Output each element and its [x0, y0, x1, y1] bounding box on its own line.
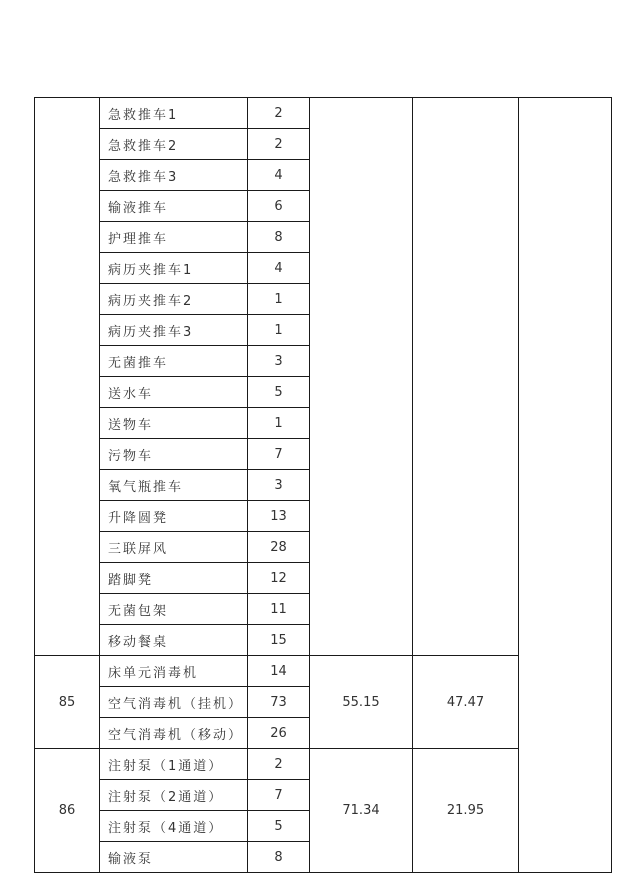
item-qty-cell: 1 — [248, 284, 310, 315]
item-name-cell: 注射泵（4通道） — [100, 811, 248, 842]
item-qty-cell: 26 — [248, 718, 310, 749]
item-name-cell: 三联屏风 — [100, 532, 248, 563]
item-name-cell: 污物车 — [100, 439, 248, 470]
item-name-cell: 送水车 — [100, 377, 248, 408]
item-name-cell: 送物车 — [100, 408, 248, 439]
group-index-cell: 86 — [35, 749, 100, 873]
item-qty-cell: 11 — [248, 594, 310, 625]
item-qty-cell: 28 — [248, 532, 310, 563]
item-name-cell: 输液泵 — [100, 842, 248, 873]
item-name-cell: 空气消毒机（移动） — [100, 718, 248, 749]
item-name-cell: 空气消毒机（挂机） — [100, 687, 248, 718]
item-name-cell: 床单元消毒机 — [100, 656, 248, 687]
item-name-cell: 注射泵（1通道） — [100, 749, 248, 780]
item-qty-cell: 3 — [248, 470, 310, 501]
item-qty-cell: 4 — [248, 160, 310, 191]
value-a-cell — [310, 98, 413, 656]
item-name-cell: 病历夹推车3 — [100, 315, 248, 346]
item-qty-cell: 13 — [248, 501, 310, 532]
item-qty-cell: 15 — [248, 625, 310, 656]
item-qty-cell: 3 — [248, 346, 310, 377]
item-qty-cell: 2 — [248, 98, 310, 129]
item-qty-cell: 2 — [248, 749, 310, 780]
value-a-cell: 71.34 — [310, 749, 413, 873]
item-qty-cell: 73 — [248, 687, 310, 718]
item-name-cell: 踏脚凳 — [100, 563, 248, 594]
item-name-cell: 注射泵（2通道） — [100, 780, 248, 811]
item-qty-cell: 5 — [248, 811, 310, 842]
item-name-cell: 急救推车2 — [100, 129, 248, 160]
group-index-cell — [35, 98, 100, 656]
item-name-cell: 移动餐桌 — [100, 625, 248, 656]
group-index-cell: 85 — [35, 656, 100, 749]
item-qty-cell: 5 — [248, 377, 310, 408]
item-qty-cell: 12 — [248, 563, 310, 594]
item-qty-cell: 8 — [248, 222, 310, 253]
value-b-cell: 21.95 — [413, 749, 519, 873]
item-name-cell: 护理推车 — [100, 222, 248, 253]
item-name-cell: 无菌推车 — [100, 346, 248, 377]
notes-cell — [519, 98, 612, 873]
item-name-cell: 病历夹推车1 — [100, 253, 248, 284]
item-name-cell: 急救推车1 — [100, 98, 248, 129]
item-qty-cell: 7 — [248, 780, 310, 811]
item-name-cell: 无菌包架 — [100, 594, 248, 625]
item-qty-cell: 6 — [248, 191, 310, 222]
item-qty-cell: 1 — [248, 315, 310, 346]
item-qty-cell: 1 — [248, 408, 310, 439]
item-name-cell: 输液推车 — [100, 191, 248, 222]
item-name-cell: 病历夹推车2 — [100, 284, 248, 315]
item-name-cell: 氧气瓶推车 — [100, 470, 248, 501]
table-row — [35, 98, 612, 129]
equipment-table — [34, 97, 612, 873]
item-qty-cell: 2 — [248, 129, 310, 160]
item-name-cell: 急救推车3 — [100, 160, 248, 191]
table-body — [35, 98, 612, 873]
value-b-cell: 47.47 — [413, 656, 519, 749]
value-b-cell — [413, 98, 519, 656]
item-qty-cell: 8 — [248, 842, 310, 873]
item-qty-cell: 14 — [248, 656, 310, 687]
item-qty-cell: 4 — [248, 253, 310, 284]
value-a-cell: 55.15 — [310, 656, 413, 749]
item-name-cell: 升降圆凳 — [100, 501, 248, 532]
item-qty-cell: 7 — [248, 439, 310, 470]
